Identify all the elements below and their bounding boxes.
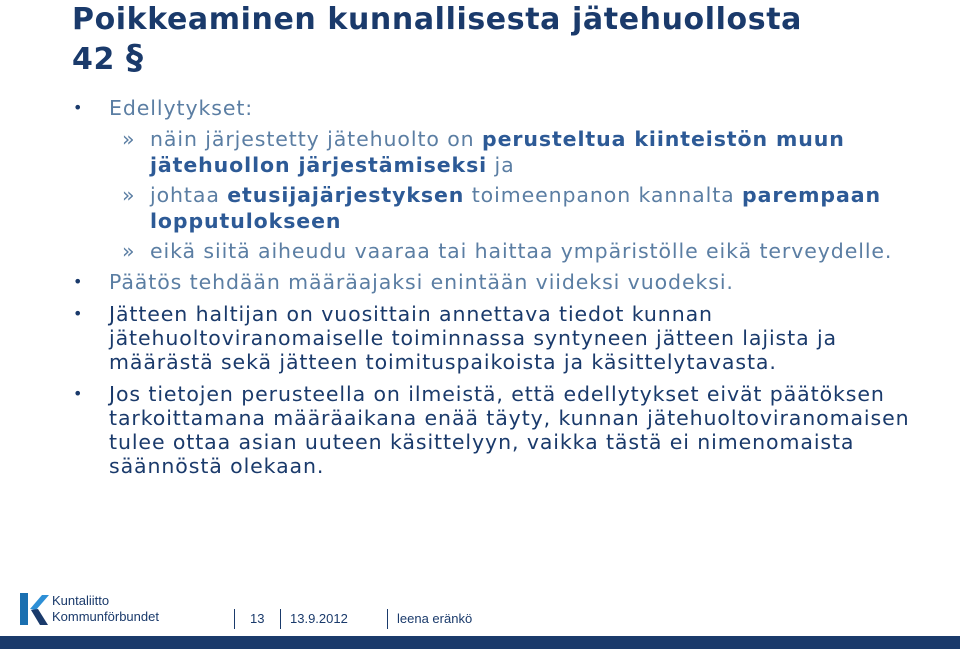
- footer-separator: [387, 609, 388, 629]
- bullet-paatos: [72, 270, 942, 294]
- bullet-dot: •: [73, 272, 84, 291]
- bullet-text: Jos tietojen perusteella on ilmeistä, että edellytykset eivät päätöksen tarkoittamana määräaikana enää täyty, kunnan jätehuoltoviranomaisen tulee ottaa asian uuteen käsittelyyn, vaikka tästä ei nimenomaista säännöstä olekaan.: [109, 382, 910, 478]
- slide-title-line1: Poikkeaminen kunnallisesta jätehuollosta: [72, 2, 802, 37]
- emphasis-text: etusijajärjestyksen: [227, 183, 465, 207]
- footer-separator: [280, 609, 281, 629]
- bullet-text: Edellytykset:: [109, 96, 254, 120]
- sub-bullet-mark: »: [122, 239, 136, 263]
- footer-bar: [0, 636, 960, 649]
- emphasis-text: parempaan lopputulokseen: [150, 183, 881, 233]
- bullet-dot: •: [73, 384, 84, 403]
- bullet-kasittely: [72, 382, 942, 478]
- sub-bullet-mark: »: [122, 183, 136, 207]
- emphasis-text: perusteltua kiinteistön muun jätehuollon järjestämiseksi: [150, 127, 845, 177]
- footer-separator: [234, 609, 235, 629]
- sub-bullet-3: » eikä siitä aiheudu vaaraa tai haittaa ympäristölle eikä terveydelle.: [122, 239, 893, 263]
- slide-title: [72, 0, 942, 79]
- sub-bullet-1: » näin järjestetty jätehuolto on perusteltua kiinteistön muun jätehuollon järjestämiseksi ja: [122, 127, 845, 177]
- bullet-tiedot: [72, 302, 942, 374]
- sub-bullet-2: » johtaa etusijajärjestyksen toimeenpanon kannalta parempaan lopputulokseen: [122, 183, 881, 233]
- page-number: 13: [250, 611, 265, 626]
- bullet-dot: •: [73, 304, 84, 323]
- bullet-edellytykset: [72, 96, 942, 120]
- bullet-text: Jätteen haltijan on vuosittain annettava tiedot kunnan jätehuoltoviranomaiselle toiminnassa syntyneen jätteen lajista ja määrästä sekä jätteen toimituspaikoista ja käsittelytavasta.: [109, 302, 838, 374]
- bullet-dot: •: [73, 98, 84, 117]
- footer-date: 13.9.2012: [290, 611, 348, 626]
- slide-content: [72, 96, 942, 478]
- slide-title-number: 42: [72, 42, 115, 77]
- bullet-text: Päätös tehdään määräajaksi enintään viideksi vuodeksi.: [109, 270, 734, 294]
- section-symbol: §: [126, 38, 144, 78]
- footer-author: leena eränkö: [397, 611, 473, 626]
- sub-bullet-mark: »: [122, 127, 136, 151]
- logo-text: Kuntaliitto Kommunförbundet: [52, 593, 159, 624]
